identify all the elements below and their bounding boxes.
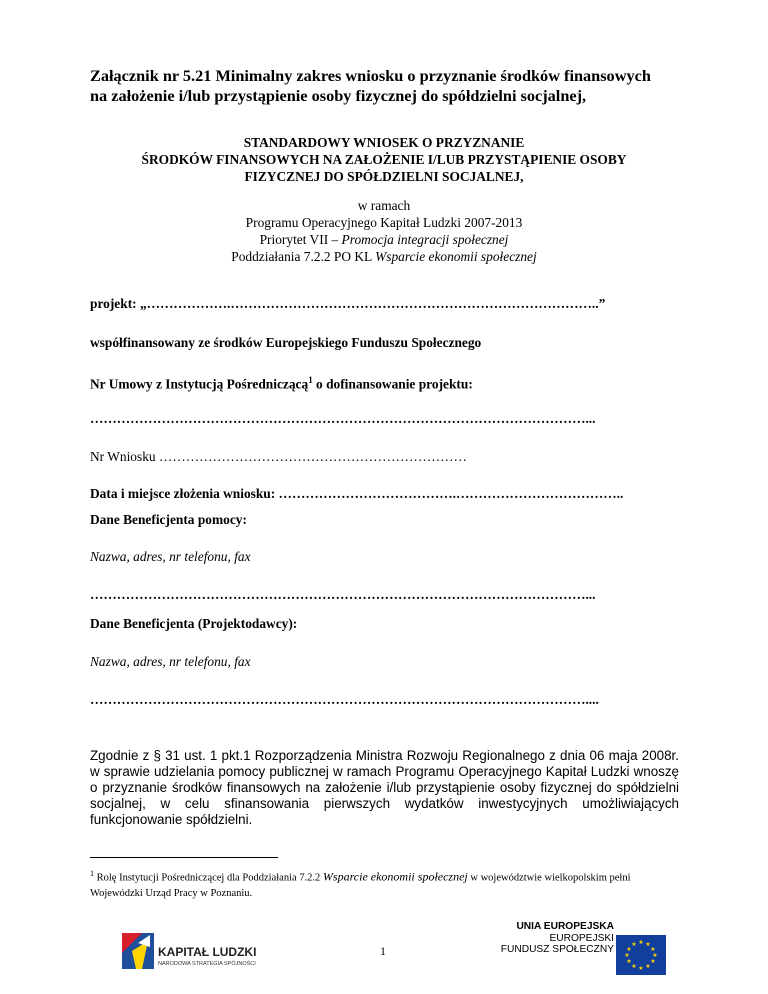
kapital-ludzki-icon [118, 925, 158, 975]
footnote-marker: 1 [90, 869, 94, 878]
data-miejsce-field: Data i miejsce złożenia wniosku: ………………………………….……………………………….. [90, 486, 624, 501]
poddzialanie-prefix: Poddziałania 7.2.2 PO KL [231, 249, 376, 264]
svg-text:★: ★ [631, 963, 637, 970]
svg-text:★: ★ [626, 958, 632, 965]
form-title-line-1: STANDARDOWY WNIOSEK O PRZYZNANIE [243, 135, 525, 150]
footnote-ref: 1 [308, 375, 313, 385]
title-line-2: na założenie i/lub przystąpienie osoby fizycznej do spółdzielni socjalnej, [90, 86, 587, 105]
nazwa-adres-label-1: Nazwa, adres, nr telefonu, fax [90, 549, 251, 564]
paragraph-line-4: socjalnej, w celu sfinansowania pierwszych wydatków inwestycyjnych umożliwiających [90, 796, 679, 811]
svg-text:★: ★ [652, 952, 658, 959]
form-title-line-3: FIZYCZNEJ DO SPÓŁDZIELNI SOCJALNEJ, [244, 169, 524, 184]
document-title [90, 66, 690, 106]
paragraph-line-1: Zgodnie z § 31 ust. 1 pkt.1 Rozporządzenia Ministra Rozwoju Regionalnego z dnia 06 maja 2008r. [90, 748, 679, 763]
poddzialanie [90, 248, 678, 265]
wspolfinansowany-text: współfinansowany ze środków Europejskiego Funduszu Społecznego [90, 335, 482, 350]
ue-line-1: UNIA EUROPEJSKA [516, 921, 614, 932]
form-title-line-2: ŚRODKÓW FINANSOWYCH NA ZAŁOŻENIE I/LUB PRZYSTĄPIENIE OSOBY [141, 152, 627, 167]
svg-text:★: ★ [650, 958, 656, 965]
svg-text:★: ★ [631, 941, 637, 948]
priorytet [90, 231, 678, 248]
footnote-rule [90, 857, 278, 858]
program-block [90, 197, 678, 265]
paragraph-line-2: w sprawie udzielania pomocy publicznej w ramach Programu Operacyjnego Kapitał Ludzki wnoszę [90, 764, 679, 779]
footnote-italic: Wsparcie ekonomii społecznej [322, 869, 468, 884]
priorytet-name: Promocja integracji społecznej [341, 232, 509, 247]
kl-subtitle: NARODOWA STRATEGIA SPÓJNOŚCI [158, 961, 256, 967]
paragraph-line-3: o przyznanie środków finansowych na założenie i/lub przystąpienie osoby fizycznej do spółdzielni [90, 780, 679, 795]
svg-text:★: ★ [626, 946, 632, 953]
form-title [90, 134, 678, 185]
nr-umowy-text: Nr Umowy z Instytucją Pośredniczącą [90, 376, 309, 392]
program-name: Programu Operacyjnego Kapitał Ludzki 2007-2013 [245, 215, 523, 230]
footnote-prefix: Rolę Instytucji Pośredniczącej dla Poddziałania 7.2.2 [94, 872, 323, 884]
nr-umowy-dots: …………………………………………………………………………………………………... [90, 411, 596, 426]
svg-text:★: ★ [645, 963, 651, 970]
ue-line-2: EUROPEJSKI [549, 932, 614, 944]
kl-title: KAPITAŁ LUDZKI [158, 945, 257, 959]
request-paragraph [90, 748, 679, 828]
priorytet-prefix: Priorytet VII – [259, 232, 342, 247]
paragraph-line-5: funkcjonowanie spółdzielni. [90, 812, 253, 827]
svg-text:★: ★ [638, 939, 644, 946]
ue-line-3: FUNDUSZ SPOŁECZNY [500, 944, 614, 955]
nr-umowy-label [90, 372, 690, 392]
footnote-line-1 [90, 866, 690, 886]
page-number: 1 [380, 944, 386, 958]
nr-umowy-suffix: o dofinansowanie projektu: [312, 376, 473, 392]
dane-beneficjenta-projektodawcy: Dane Beneficjenta (Projektodawcy): [90, 616, 298, 631]
beneficjent-pomocy-dots: …………………………………………………………………………………………………... [90, 587, 596, 602]
svg-text:★: ★ [638, 965, 644, 972]
kapital-ludzki-logo [118, 925, 278, 975]
ue-text [498, 921, 614, 956]
projekt-field: projekt: „……………….………………………………………………………………………..” [90, 296, 606, 311]
eu-flag-icon [616, 935, 666, 975]
nr-wniosku-field: Nr Wniosku …………………………………………………………… [90, 449, 467, 464]
title-line-1: Załącznik nr 5.21 Minimalny zakres wniosku o przyznanie środków finansowych [90, 66, 651, 85]
svg-text:★: ★ [624, 952, 630, 959]
svg-text:★: ★ [650, 946, 656, 953]
svg-text:★: ★ [645, 941, 651, 948]
footnote-suffix: w województwie wielkopolskim pełni [467, 872, 631, 884]
dane-beneficjenta-pomocy: Dane Beneficjenta pomocy: [90, 512, 247, 527]
poddzialanie-name: Wsparcie ekonomii społecznej [375, 249, 537, 264]
nazwa-adres-label-2: Nazwa, adres, nr telefonu, fax [90, 654, 251, 669]
projektodawca-dots: ………………………………………………………………………………………………….... [90, 692, 599, 707]
footnote-line-2: Wojewódzki Urząd Pracy w Poznaniu. [90, 887, 253, 899]
w-ramach: w ramach [357, 198, 411, 213]
footnote [90, 866, 690, 901]
